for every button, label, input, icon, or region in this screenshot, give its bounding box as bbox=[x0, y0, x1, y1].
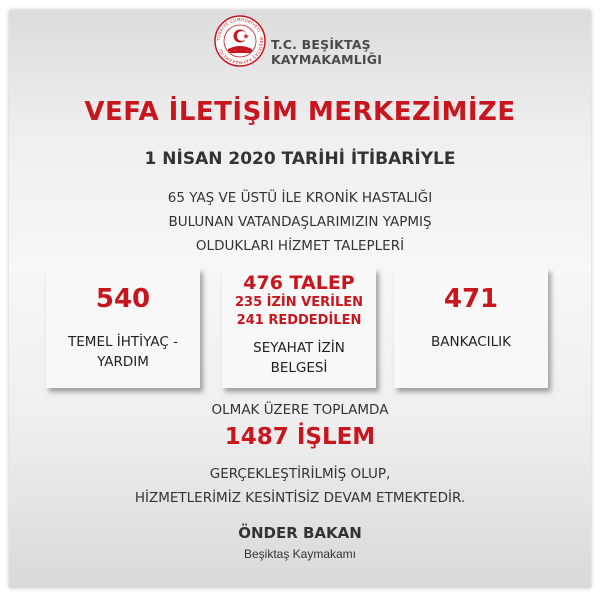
stat-card-banking bbox=[394, 268, 548, 388]
headline: VEFA İLETİŞİM MERKEZİMİZE bbox=[84, 97, 516, 127]
svg-text:TÜRKİYE CUMHURİYETİ · BEŞİKTAŞ: TÜRKİYE CUMHURİYETİ · BEŞİKTAŞ KAYMAKAMLIĞI bbox=[215, 16, 265, 66]
stat-label bbox=[46, 332, 200, 372]
stat-label bbox=[394, 332, 548, 352]
stat-label bbox=[222, 338, 376, 378]
stat-card-travel-permit bbox=[222, 268, 376, 388]
institution-line-1: T.C. BEŞİKTAŞ bbox=[271, 37, 371, 52]
institution-line-2: KAYMAKAMLIĞI bbox=[271, 52, 383, 67]
stat-detail: 241 REDDEDİLEN bbox=[236, 313, 362, 328]
signature-name: ÖNDER BAKAN bbox=[238, 524, 362, 542]
stat-value: 540 bbox=[95, 284, 151, 314]
institution-name bbox=[271, 37, 382, 67]
stat-value-group bbox=[222, 272, 376, 330]
kaymakamlik-seal-logo bbox=[213, 14, 267, 68]
stat-label-line: BANKACILIK bbox=[431, 334, 511, 350]
stat-value: 471 bbox=[443, 284, 499, 314]
stat-detail: 235 İZİN VERİLEN bbox=[234, 295, 363, 310]
summary-outro-line: HİZMETLERİMİZ KESİNTİSİZ DEVAM ETMEKTEDİR. bbox=[134, 490, 466, 506]
stat-card-basic-needs bbox=[46, 268, 200, 388]
stat-label-line: YARDIM bbox=[97, 354, 149, 370]
summary-intro: OLMAK ÜZERE TOPLAMDA bbox=[211, 402, 389, 418]
description-line: 65 YAŞ VE ÜSTÜ İLE KRONİK HASTALIĞI bbox=[167, 190, 433, 206]
summary-outro-line: GERÇEKLEŞTİRİLMİŞ OLUP, bbox=[209, 466, 391, 482]
stat-label-line: BELGESİ bbox=[270, 360, 328, 376]
stat-label-line: TEMEL İHTİYAÇ - bbox=[68, 334, 178, 350]
summary-outro bbox=[0, 462, 600, 510]
description bbox=[0, 186, 600, 258]
date-subtitle: 1 NİSAN 2020 TARİHİ İTİBARİYLE bbox=[144, 149, 456, 169]
summary-total: 1487 İŞLEM bbox=[224, 424, 376, 450]
description-line: OLDUKLARI HİZMET TALEPLERİ bbox=[195, 238, 405, 254]
description-line: BULUNAN VATANDAŞLARIMIZIN YAPMIŞ bbox=[168, 214, 432, 230]
stat-value: 476 TALEP bbox=[243, 272, 355, 294]
stat-label-line: SEYAHAT İZİN bbox=[253, 340, 345, 356]
signature-role: Beşiktaş Kaymakamı bbox=[243, 547, 357, 561]
